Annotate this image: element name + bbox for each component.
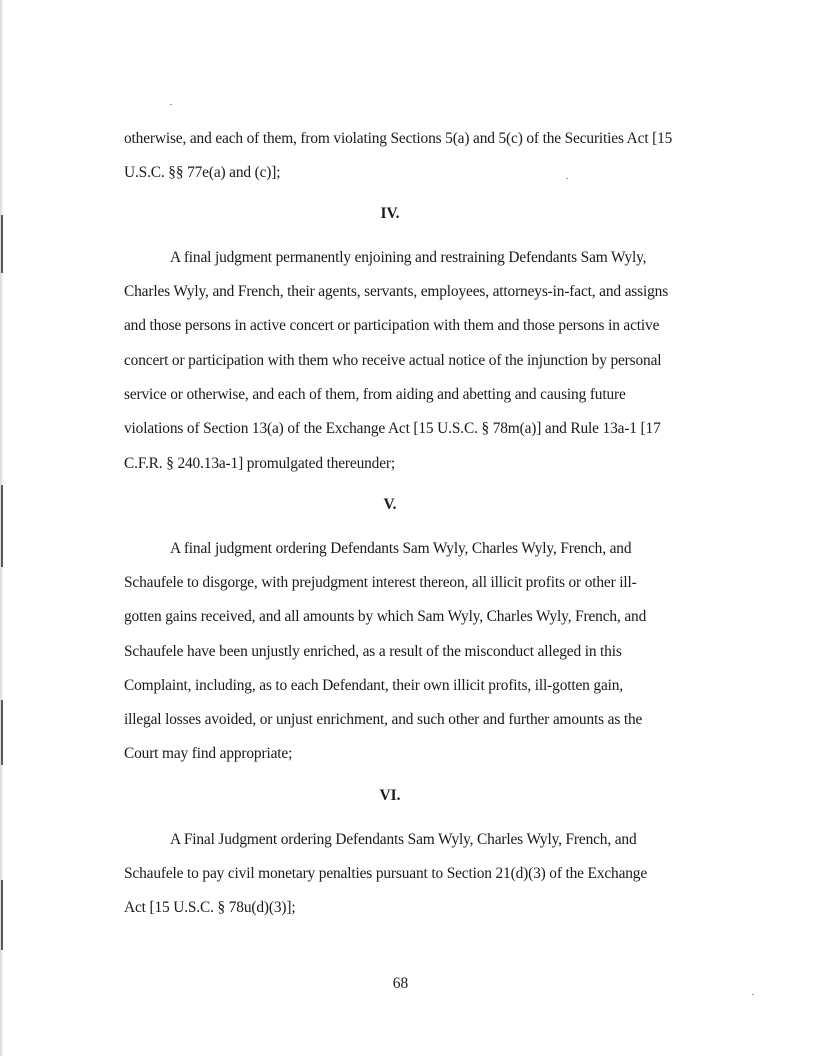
text-line: Schaufele to disgorge, with prejudgment interest thereon, all illicit profits or other ill- [124,574,637,591]
scan-mark [1,700,3,765]
scan-speck [566,178,568,179]
text-line: otherwise, and each of them, from violating Sections 5(a) and 5(c) of the Securities Act [15 [124,130,673,147]
text-line: Schaufele to pay civil monetary penalties pursuant to Section 21(d)(3) of the Exchange [124,865,648,882]
text-line: illegal losses avoided, or unjust enrichment, and such other and further amounts as the [124,711,643,728]
section-heading: IV. [380,205,400,222]
text-line: service or otherwise, and each of them, from aiding and abetting and causing future [124,386,626,403]
text-line: and those persons in active concert or participation with them and those persons in active [124,317,660,334]
text-line: Court may find appropriate; [124,745,293,762]
text-line: A final judgment ordering Defendants Sam Wyly, Charles Wyly, French, and [170,540,632,557]
section-heading: V. [383,496,397,513]
text-line: Complaint, including, as to each Defendant, their own illicit profits, ill-gotten gain, [124,677,624,694]
text-line: Schaufele have been unjustly enriched, as a result of the misconduct alleged in this [124,643,622,660]
section-heading: VI. [379,787,401,804]
text-line: Act [15 U.S.C. § 78u(d)(3)]; [124,899,296,916]
scan-mark [1,215,3,273]
page-number: 68 [392,975,409,992]
text-line: C.F.R. § 240.13a-1] promulgated thereunder; [124,455,396,472]
text-line: violations of Section 13(a) of the Exchange Act [15 U.S.C. § 78m(a)] and Rule 13a-1 [17 [124,420,661,437]
text-line: Charles Wyly, and French, their agents, servants, employees, attorneys-in-fact, and assigns [124,283,669,300]
scan-mark [1,880,3,950]
text-line: A Final Judgment ordering Defendants Sam Wyly, Charles Wyly, French, and [170,831,637,848]
text-line: A final judgment permanently enjoining and restraining Defendants Sam Wyly, [170,249,647,266]
scan-speck [170,104,172,105]
text-line: concert or participation with them who receive actual notice of the injunction by personal [124,352,662,369]
text-line: gotten gains received, and all amounts by which Sam Wyly, Charles Wyly, French, and [124,608,647,625]
scan-speck [752,994,754,995]
text-line: U.S.C. §§ 77e(a) and (c)]; [124,164,281,181]
